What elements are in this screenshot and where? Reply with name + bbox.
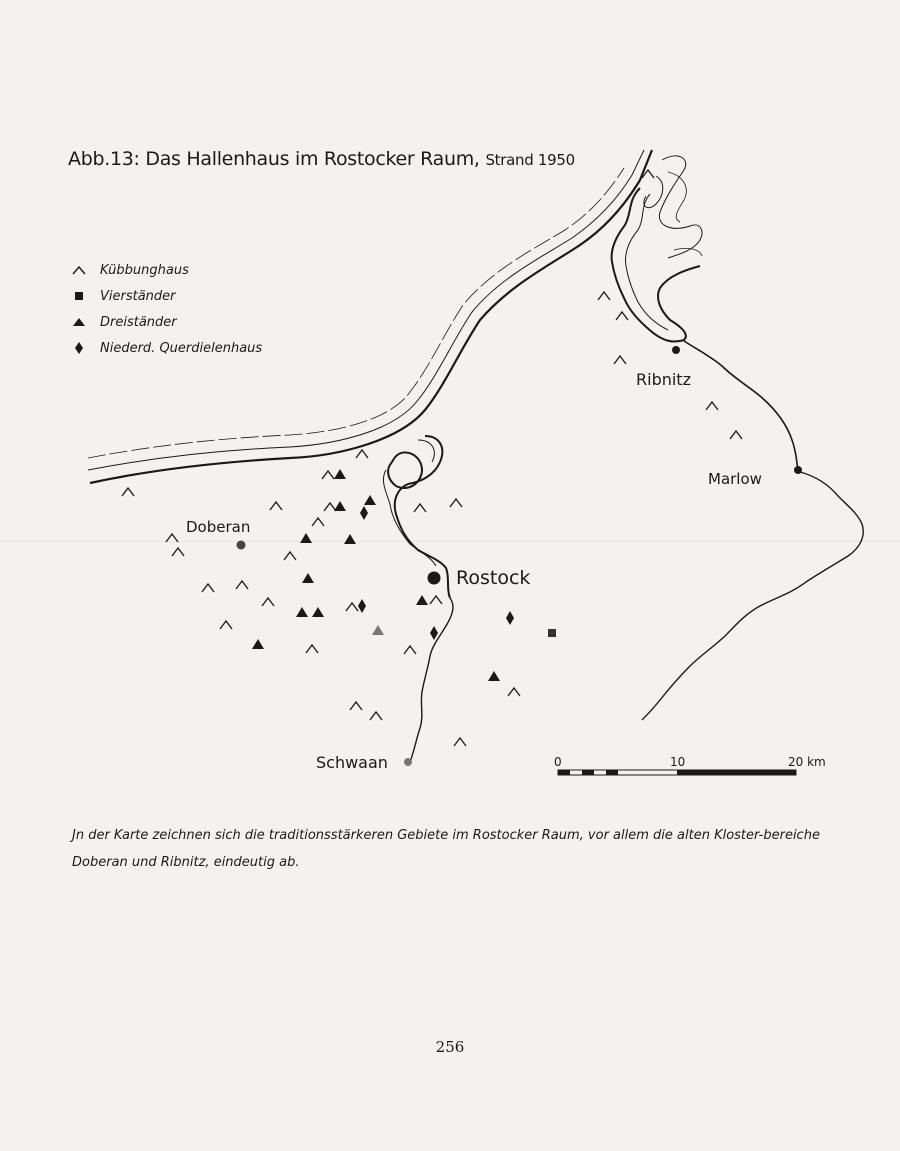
rostock-marker (428, 572, 441, 585)
doberan-marker (237, 541, 246, 550)
place-label-doberan: Doberan (186, 518, 251, 536)
dreistaender-symbol (302, 573, 314, 583)
dreistaender-symbol (488, 671, 500, 681)
kuebbunghaus-symbol (404, 646, 416, 654)
kuebbunghaus-symbol (322, 471, 334, 479)
scale-label-20: 20 km (788, 755, 826, 769)
kuebbunghaus-symbol (430, 596, 442, 604)
place-label-marlow: Marlow (708, 470, 762, 488)
scale-bar-segment (606, 770, 618, 775)
dreistaender-symbol (312, 607, 324, 617)
kuebbunghaus-symbol (324, 503, 336, 511)
kuebbunghaus-symbol (706, 402, 718, 410)
scale-label-0: 0 (554, 755, 562, 769)
map-title-main: Abb.13: Das Hallenhaus im Rostocker Raum, (68, 148, 480, 170)
kuebbunghaus-symbol (356, 450, 368, 458)
place-label-ribnitz: Ribnitz (636, 370, 691, 389)
kuebbunghaus-symbol (262, 598, 274, 606)
kuebbunghaus-symbol (346, 603, 358, 611)
legend-label: Niederd. Querdielenhaus (100, 340, 263, 356)
kuebbunghaus-symbol (284, 552, 296, 560)
dreistaender-symbol (334, 501, 346, 511)
dreistaender-symbol (300, 533, 312, 543)
kuebbunghaus-symbol (414, 504, 426, 512)
settlement-symbols (122, 170, 742, 746)
place-label-rostock: Rostock (456, 567, 531, 589)
kuebbunghaus-symbol (220, 621, 232, 629)
kuebbunghaus-symbol (350, 702, 362, 710)
kuebbunghaus-symbol (730, 431, 742, 439)
kuebbunghaus-symbol (370, 712, 382, 720)
dreistaender-symbol (372, 625, 384, 635)
dreistaender-symbol (252, 639, 264, 649)
kuebbunghaus-symbol (306, 645, 318, 653)
dreistaender-symbol (344, 534, 356, 544)
legend-label: Dreiständer (100, 314, 177, 330)
kuebbunghaus-symbol (508, 688, 520, 696)
dreistaender-symbol (296, 607, 308, 617)
legend-label: Vierständer (100, 288, 176, 304)
ribnitz-marker (672, 346, 680, 354)
marlow-marker (794, 466, 802, 474)
map-title-stand: Strand 1950 (485, 151, 575, 169)
kuebbunghaus-symbol (450, 499, 462, 507)
ribnitz-lagoon (612, 156, 800, 472)
dreistaender-symbol (416, 595, 428, 605)
scale-bar-segment (677, 770, 796, 775)
querdielenhaus-symbol (358, 599, 366, 613)
kuebbunghaus-symbol (614, 356, 626, 364)
page-number: 256 (435, 1038, 465, 1056)
kuebbunghaus-symbol (172, 548, 184, 556)
kuebbunghaus-symbol (236, 581, 248, 589)
dreistaender-symbol (334, 469, 346, 479)
kuebbunghaus-symbol (122, 488, 134, 496)
kuebbunghaus-symbol (454, 738, 466, 746)
scale-bar-segment (582, 770, 594, 775)
vierstaender-symbol (548, 629, 556, 637)
schwaan-marker (404, 758, 412, 766)
querdielenhaus-symbol (506, 611, 514, 625)
coastline (88, 150, 652, 483)
river-recknitz (642, 472, 863, 720)
scale-bar-segment (558, 770, 570, 775)
place-label-schwaan: Schwaan (316, 753, 388, 772)
kuebbunghaus-symbol (202, 584, 214, 592)
scale-label-10: 10 (670, 755, 686, 769)
kuebbunghaus-symbol (598, 292, 610, 300)
kuebbunghaus-symbol (616, 312, 628, 320)
kuebbunghaus-symbol (270, 502, 282, 510)
querdielenhaus-symbol (430, 626, 438, 640)
dreistaender-symbol (364, 495, 376, 505)
kuebbunghaus-symbol (166, 534, 178, 542)
legend-label: Kübbunghaus (100, 262, 189, 278)
querdielenhaus-symbol (360, 506, 368, 520)
river-warnow (383, 436, 453, 762)
kuebbunghaus-symbol (312, 518, 324, 526)
scale-bar (554, 755, 826, 775)
map-caption: Jn der Karte zeichnen sich die traditionsstärkeren Gebiete im Rostocker Raum, vor allem die alten Kloster-bereiche Doberan und Ribnitz, eindeutig ab. (72, 828, 820, 870)
